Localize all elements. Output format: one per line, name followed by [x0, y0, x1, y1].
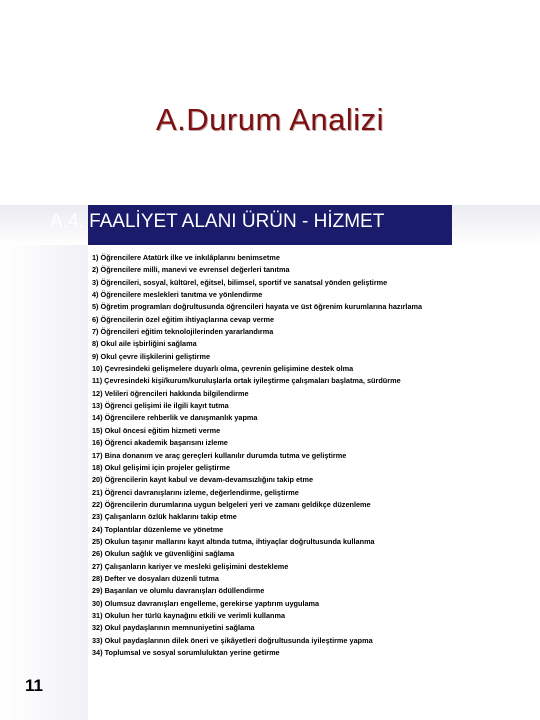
- list-item: 1) Öğrencilere Atatürk ilke ve inkılâplarını benimsetme: [92, 253, 280, 262]
- list-item: 18) Okul gelişimi için projeler geliştirme: [92, 462, 230, 472]
- list-item: 34) Toplumsal ve sosyal sorumluluktan yerine getirme: [92, 648, 280, 657]
- list-item: 32) Okul paydaşlarının memnuniyetini sağlama: [92, 623, 255, 633]
- list-item: 9) Okul çevre ilişkilerini geliştirme: [92, 351, 211, 361]
- list-item: 10) Çevresindeki gelişmelere duyarlı olma, çevrenin gelişimine destek olma: [92, 364, 354, 374]
- list-item: 15) Okul öncesi eğitim hizmeti verme: [92, 425, 221, 435]
- slide-title: A.Durum Analizi: [155, 102, 385, 137]
- list-item: 14) Öğrencilere rehberlik ve danışmanlık yapma: [92, 413, 258, 423]
- page-number: 11: [25, 676, 43, 695]
- list-item: 22) Öğrencilerin durumlarına uygun belgeleri yeri ve zamanı geldikçe düzenleme: [92, 499, 371, 509]
- list-item: 24) Toplantılar düzenleme ve yönetme: [92, 524, 224, 534]
- list-item: 28) Defter ve dosyaları düzenli tutma: [92, 573, 219, 583]
- list-item: 16) Öğrenci akademik başarısını izleme: [92, 438, 228, 448]
- list-item: 25) Okulun taşınır mallarını kayıt altında tutma, ihtiyaçlar doğrultusunda kullanma: [92, 536, 375, 546]
- list-item: 30) Olumsuz davranışları engelleme, gerekirse yaptırım uygulama: [92, 598, 320, 608]
- list-item: 6) Öğrencilerin özel eğitim ihtiyaçlarına cevap verme: [92, 314, 275, 324]
- list-item: 13) Öğrenci gelişimi ile ilgili kayıt tutma: [92, 401, 229, 411]
- list-item: 26) Okulun sağlık ve güvenliğini sağlama: [92, 549, 235, 559]
- list-item: 29) Başarılan ve olumlu davranışları ödüllendirme: [92, 586, 265, 596]
- list-item: 17) Bina donanım ve araç gereçleri kullanılır durumda tutma ve geliştirme: [92, 450, 347, 460]
- activity-list: [92, 252, 444, 659]
- list-item: 27) Çalışanların kariyer ve mesleki gelişimini destekleme: [92, 561, 289, 571]
- list-item: 2) Öğrencilere milli, manevi ve evrensel değerleri tanıtma: [92, 265, 290, 275]
- list-item: 3) Öğrencileri, sosyal, kültürel, eğitsel, bilimsel, sportif ve sanatsal yönden geliştirme: [92, 277, 388, 287]
- list-item: 8) Okul aile işbirliğini sağlama: [92, 339, 197, 349]
- list-item: 4) Öğrencilere meslekleri tanıtma ve yönlendirme: [92, 290, 263, 300]
- list-item: 31) Okulun her türlü kaynağını etkili ve verimli kullanma: [92, 610, 286, 620]
- list-item: 33) Okul paydaşlarının dilek öneri ve şikâyetleri doğrultusunda iyileştirme yapma: [92, 635, 373, 645]
- list-item: 20) Öğrencilerin kayıt kabul ve devam-devamsızlığını takip etme: [92, 475, 314, 485]
- left-decorative-strip: [0, 245, 88, 720]
- list-item: 7) Öğrencileri eğitim teknolojilerinden yararlandırma: [92, 327, 274, 337]
- list-item: 21) Öğrenci davranışlarını izleme, değerlendirme, geliştirme: [92, 487, 299, 497]
- list-item: 11) Çevresindeki kişi/kurum/kuruluşlarla ortak iyileştirme çalışmaları başlatma, sürdürme: [92, 376, 401, 386]
- list-item: 5) Öğretim programları doğrultusunda öğrencileri hayata ve üst öğrenim kurumlarına hazırlama: [92, 302, 423, 312]
- section-heading: A.4. FAALİYET ALANI ÜRÜN - HİZMET: [50, 211, 385, 232]
- list-item: 12) Velileri öğrencileri hakkında bilgilendirme: [92, 388, 249, 398]
- list-item: 23) Çalışanların özlük haklarını takip etme: [92, 512, 237, 522]
